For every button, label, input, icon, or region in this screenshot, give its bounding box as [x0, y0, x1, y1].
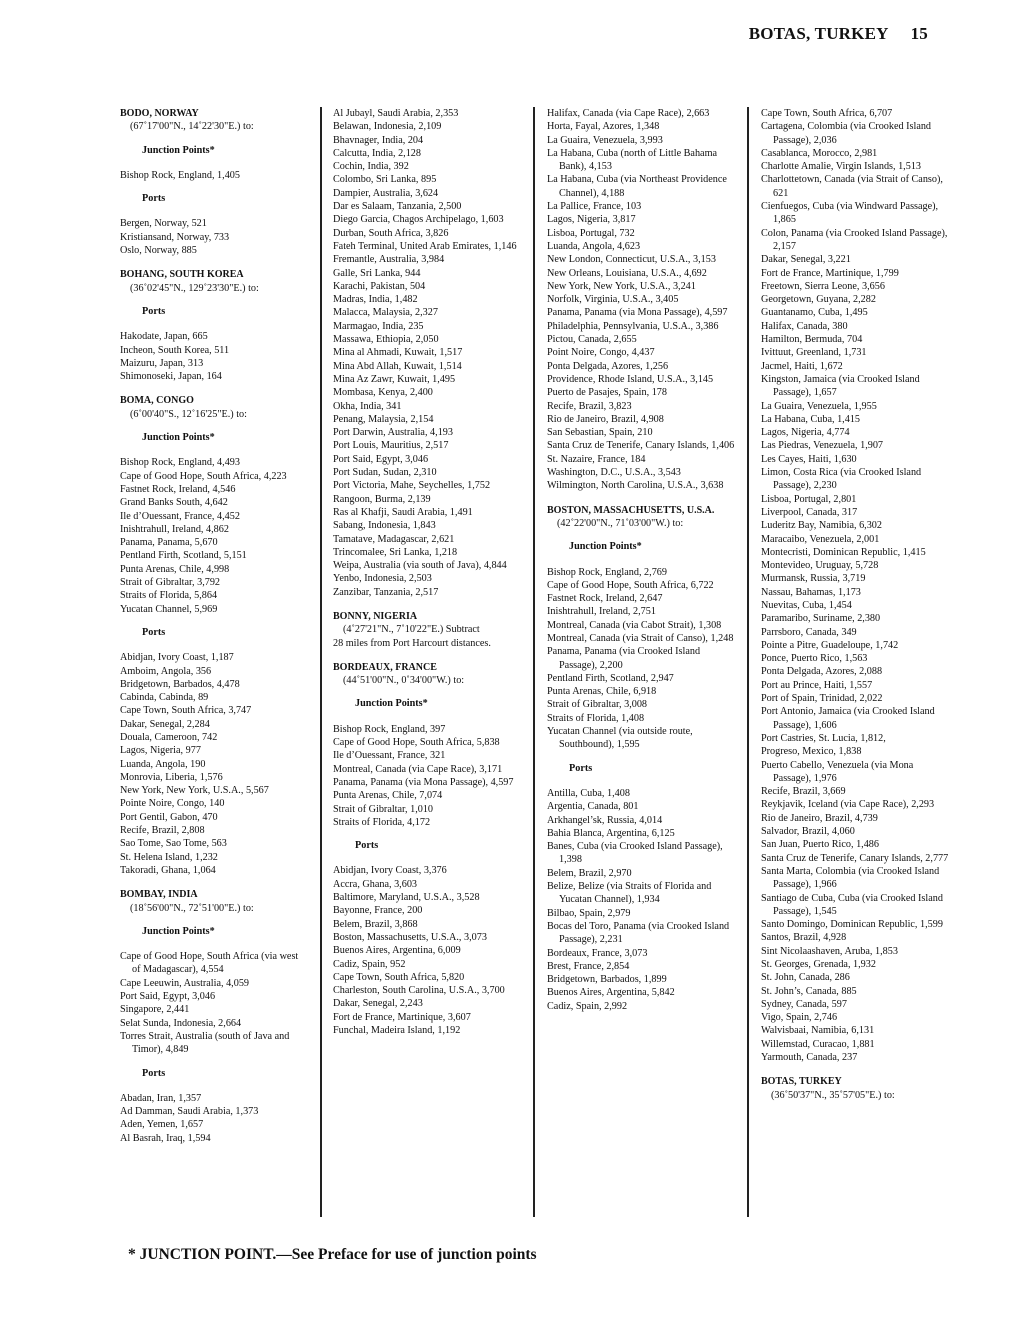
list-item: Al Jubayl, Saudi Arabia, 2,353	[333, 108, 459, 119]
list-item: San Sebastian, Spain, 210	[547, 427, 653, 439]
list-item: New London, Connecticut, U.S.A., 3,153	[547, 254, 716, 266]
list-item: Fort de France, Martinique, 3,607	[333, 1011, 471, 1023]
list-item: Belize, Belize (via Straits of Florida and Yucatan Channel), 1,934	[547, 881, 712, 906]
list-item: La Guaira, Venezuela, 3,993	[547, 134, 663, 146]
list-item: Zanzibar, Tanzania, 2,517	[333, 586, 439, 598]
list-item: Santo Domingo, Dominican Republic, 1,599	[761, 919, 943, 931]
spacer	[333, 650, 521, 661]
list-item: Yucatan Channel (via outside route, Southbound), 1,595	[547, 726, 693, 751]
list-item: Incheon, South Korea, 511	[120, 344, 230, 356]
list-item: Providence, Rhode Island, U.S.A., 3,145	[547, 373, 714, 385]
list-item: Sint Nicolaashaven, Aruba, 1,853	[761, 945, 898, 957]
list-item: Montecristi, Dominican Republic, 1,415	[761, 546, 926, 558]
list-item: Recife, Brazil, 3,669	[761, 786, 846, 798]
list-item: Fastnet Rock, Ireland, 2,647	[547, 593, 663, 605]
text-column-4	[761, 107, 949, 1102]
list-item: Yenbo, Indonesia, 2,503	[333, 573, 432, 585]
list-item: Dakar, Senegal, 3,221	[761, 254, 851, 266]
list-item: Panama, Panama, 5,670	[120, 537, 218, 549]
list-item: Ponta Delgada, Azores, 2,088	[761, 666, 883, 678]
list-item: Inishtrahull, Ireland, 4,862	[120, 523, 229, 535]
list-item: Ponce, Puerto Rico, 1,563	[761, 653, 868, 665]
list-item: St. John, Canada, 286	[761, 972, 850, 984]
list-item: Ras al Khafji, Saudi Arabia, 1,491	[333, 506, 473, 518]
list-item: Trincomalee, Sri Lanka, 1,218	[333, 546, 458, 558]
list-item: Karachi, Pakistan, 504	[333, 280, 426, 292]
list-item: Port au Prince, Haiti, 1,557	[761, 679, 873, 691]
list-item: St. Georges, Grenada, 1,932	[761, 959, 876, 970]
list-item: Las Piedras, Venezuela, 1,907	[761, 440, 884, 452]
list-item: Casablanca, Morocco, 2,981	[761, 147, 878, 159]
list-item: Cape of Good Hope, South Africa (via west of Madagascar), 4,554	[120, 951, 299, 976]
spacer	[761, 1064, 949, 1075]
list-item: Bishop Rock, England, 1,405	[120, 169, 240, 181]
list-item: Yarmouth, Canada, 237	[761, 1052, 858, 1064]
spacer	[120, 257, 308, 268]
column-divider	[320, 107, 322, 1217]
list-item: Puerto de Pasajes, Spain, 178	[547, 387, 667, 399]
subheading: Ports	[142, 1067, 166, 1079]
list-item: Dar es Salaam, Tanzania, 2,500	[333, 201, 462, 213]
list-item: Port Said, Egypt, 3,046	[333, 453, 429, 465]
place-heading: BOHANG, SOUTH KOREA	[120, 269, 244, 281]
list-item: Nuevitas, Cuba, 1,454	[761, 599, 852, 611]
list-item: Bishop Rock, England, 4,493	[120, 457, 240, 469]
list-item: Kristiansand, Norway, 733	[120, 231, 230, 243]
list-item: Massawa, Ethiopia, 2,050	[333, 334, 439, 346]
list-item: Madras, India, 1,482	[333, 294, 418, 306]
coordinates: (6˚00'40"S., 12˚16'25"E.) to:	[130, 408, 247, 420]
list-item: Strait of Gibraltar, 3,792	[120, 577, 221, 589]
list-item: Abidjan, Ivory Coast, 1,187	[120, 652, 234, 664]
list-item: Santiago de Cuba, Cuba (via Crooked Island Passage), 1,545	[761, 892, 943, 917]
list-item: Port Castries, St. Lucia, 1,812,	[761, 732, 886, 744]
list-item: Sabang, Indonesia, 1,843	[333, 520, 436, 532]
place-heading: BONNY, NIGERIA	[333, 610, 418, 622]
list-item: Panama, Panama (via Mona Passage), 4,597	[547, 307, 728, 319]
list-item: Cape Town, South Africa, 3,747	[120, 705, 252, 717]
list-item: Amboim, Angola, 356	[120, 665, 212, 677]
list-item: Antilla, Cuba, 1,408	[547, 787, 630, 799]
list-item: Cape of Good Hope, South Africa, 4,223	[120, 470, 287, 482]
list-item: St. Helena Island, 1,232	[120, 851, 218, 863]
list-item: Limon, Costa Rica (via Crooked Island Passage), 2,230	[761, 467, 922, 492]
text-column-1	[120, 107, 308, 1145]
list-item: Halifax, Canada, 380	[761, 320, 848, 332]
list-item: Fremantle, Australia, 3,984	[333, 254, 445, 266]
list-item: Sao Tome, Sao Tome, 563	[120, 838, 227, 850]
list-item: Mina Az Zawr, Kuwait, 1,495	[333, 373, 456, 385]
list-item: Banes, Cuba (via Crooked Island Passage), 1,398	[547, 841, 723, 866]
list-item: Kingston, Jamaica (via Crooked Island Passage), 1,657	[761, 373, 920, 399]
list-item: Philadelphia, Pennsylvania, U.S.A., 3,386	[547, 320, 719, 332]
list-item: Panama, Panama (via Mona Passage), 4,597	[333, 776, 514, 788]
list-item: Fateh Terminal, United Arab Emirates, 1,146	[333, 240, 517, 252]
list-item: Lisboa, Portugal, 732	[547, 227, 635, 239]
list-item: Oslo, Norway, 885	[120, 245, 197, 257]
list-item: Cabinda, Cabinda, 89	[120, 692, 209, 704]
list-item: Cape Town, South Africa, 5,820	[333, 971, 465, 983]
list-item: Salvador, Brazil, 4,060	[761, 826, 855, 838]
list-item: Colon, Panama (via Crooked Island Passage), 2,157	[761, 227, 948, 252]
list-item: Punta Arenas, Chile, 4,998	[120, 563, 230, 575]
subheading: Ports	[142, 305, 166, 317]
coordinates: (67˚17'00"N., 14˚22'30"E.) to:	[130, 121, 254, 133]
list-item: Argentia, Canada, 801	[547, 801, 639, 813]
running-header	[749, 24, 928, 44]
list-item: Lagos, Nigeria, 977	[120, 745, 201, 757]
list-item: Bocas del Toro, Panama (via Crooked Island Passage), 2,231	[547, 920, 730, 946]
spacer	[120, 877, 308, 888]
list-item: Shimonoseki, Japan, 164	[120, 371, 222, 383]
list-item: Luanda, Angola, 190	[120, 758, 206, 770]
subheading: Junction Points*	[142, 144, 215, 156]
list-item: Inishtrahull, Ireland, 2,751	[547, 606, 656, 618]
list-item: Cochin, India, 392	[333, 161, 409, 173]
list-item: Pentland Firth, Scotland, 5,151	[120, 550, 247, 562]
list-item: Cadiz, Spain, 952	[333, 958, 406, 970]
list-item: Okha, India, 341	[333, 400, 402, 412]
coordinates: (36˚02'45"N., 129˚23'30"E.) to:	[130, 282, 259, 294]
list-item: Nassau, Bahamas, 1,173	[761, 586, 861, 598]
list-item: Parrsboro, Canada, 349	[761, 626, 857, 638]
list-item: Grand Banks South, 4,642	[120, 497, 228, 509]
list-item: Paramaribo, Suriname, 2,380	[761, 613, 881, 625]
list-item: Monrovia, Liberia, 1,576	[120, 771, 223, 783]
list-item: Washington, D.C., U.S.A., 3,543	[547, 467, 681, 479]
list-item: St. John’s, Canada, 885	[761, 985, 857, 997]
list-item: Port Victoria, Mahe, Seychelles, 1,752	[333, 480, 491, 492]
list-item: Boston, Massachusetts, U.S.A., 3,073	[333, 931, 487, 943]
list-item: Santa Marta, Colombia (via Crooked Island Passage), 1,966	[761, 865, 940, 891]
list-item: Penang, Malaysia, 2,154	[333, 413, 434, 425]
header-title: BOTAS, TURKEY	[748, 24, 889, 43]
list-item: Cape Town, South Africa, 6,707	[761, 108, 893, 119]
list-item: Yucatan Channel, 5,969	[120, 603, 218, 615]
list-item: Bilbao, Spain, 2,979	[547, 907, 631, 919]
place-heading: BOSTON, MASSACHUSETTS, U.S.A.	[547, 504, 715, 516]
list-item: Buenos Aires, Argentina, 6,009	[333, 945, 461, 957]
list-item: Aden, Yemen, 1,657	[120, 1119, 204, 1131]
list-item: Walvisbaai, Namibia, 6,131	[761, 1025, 875, 1037]
list-item: Port Darwin, Australia, 4,193	[333, 427, 453, 439]
list-item: Malacca, Malaysia, 2,327	[333, 307, 438, 319]
list-item: Straits of Florida, 5,864	[120, 590, 218, 602]
subheading: Ports	[569, 762, 593, 774]
text-column-3	[547, 107, 735, 1013]
list-item: Al Basrah, Iraq, 1,594	[120, 1132, 211, 1144]
list-item: Dakar, Senegal, 2,284	[120, 718, 210, 730]
list-item: Vigo, Spain, 2,746	[761, 1012, 838, 1024]
column-divider	[747, 107, 749, 1217]
list-item: Galle, Sri Lanka, 944	[333, 267, 421, 279]
list-item: Progreso, Mexico, 1,838	[761, 746, 862, 758]
list-item: Buenos Aires, Argentina, 5,842	[547, 987, 675, 999]
list-item: Port Antonio, Jamaica (via Crooked Island Passage), 1,606	[761, 706, 935, 731]
list-item: Georgetown, Guyana, 2,282	[761, 294, 876, 306]
list-item: Puerto Cabello, Venezuela (via Mona Passage), 1,976	[761, 759, 914, 784]
list-item: Rangoon, Burma, 2,139	[333, 493, 431, 505]
list-item: Durban, South Africa, 3,826	[333, 227, 449, 239]
list-item: Guantanamo, Cuba, 1,495	[761, 307, 868, 319]
subheading: Junction Points*	[355, 698, 428, 710]
list-item: Lagos, Nigeria, 4,774	[761, 427, 850, 439]
list-item: New Orleans, Louisiana, U.S.A., 4,692	[547, 267, 707, 279]
list-item: Cartagena, Colombia (via Crooked Island Passage), 2,036	[761, 121, 932, 146]
list-item: Ile d’Ouessant, France, 321	[333, 750, 446, 762]
list-item: La Habana, Cuba (north of Little Bahama Bank), 4,153	[547, 147, 718, 173]
footer-note: * JUNCTION POINT.—See Preface for use of junction points	[128, 1246, 537, 1263]
list-item: Jacmel, Haiti, 1,672	[761, 360, 843, 372]
list-item: Calcutta, India, 2,128	[333, 147, 421, 159]
list-item: Belem, Brazil, 3,868	[333, 918, 418, 930]
list-item: Montreal, Canada (via Strait of Canso), 1,248	[547, 632, 734, 644]
list-item: Mina al Ahmadi, Kuwait, 1,517	[333, 347, 463, 359]
place-heading: BODO, NORWAY	[120, 108, 199, 119]
list-item: Fastnet Rock, Ireland, 4,546	[120, 483, 236, 495]
list-item: Rio de Janeiro, Brazil, 4,739	[761, 812, 878, 824]
coordinates: (18˚56'00"N., 72˚51'00"E.) to:	[130, 902, 254, 914]
list-item: Bayonne, France, 200	[333, 905, 423, 917]
coordinates: (42˚22'00"N., 71˚03'00"W.) to:	[557, 517, 684, 529]
list-item: Belem, Brazil, 2,970	[547, 867, 632, 879]
list-item: Pictou, Canada, 2,655	[547, 334, 637, 346]
page-number: 15	[910, 24, 928, 43]
list-item: Dampier, Australia, 3,624	[333, 187, 439, 199]
list-item: La Habana, Cuba (via Northeast Providence Channel), 4,188	[547, 174, 727, 199]
list-item: New York, New York, U.S.A., 3,241	[547, 280, 696, 292]
list-item: Strait of Gibraltar, 3,008	[547, 699, 648, 711]
list-item: Torres Strait, Australia (south of Java and Timor), 4,849	[120, 1030, 290, 1056]
list-item: Mombasa, Kenya, 2,400	[333, 387, 433, 399]
list-item: Belawan, Indonesia, 2,109	[333, 121, 442, 133]
list-item: Montevideo, Uruguay, 5,728	[761, 560, 879, 572]
list-item: La Guaira, Venezuela, 1,955	[761, 400, 877, 412]
list-item: Tamatave, Madagascar, 2,621	[333, 533, 455, 545]
list-item: Straits of Florida, 4,172	[333, 816, 431, 828]
subheading: Junction Points*	[142, 432, 215, 444]
list-item: Hamilton, Bermuda, 704	[761, 334, 863, 346]
list-item: Panama, Panama (via Crooked Island Passage), 2,200	[547, 646, 701, 671]
list-item: Point Noire, Congo, 4,437	[547, 347, 655, 359]
list-item: La Habana, Cuba, 1,415	[761, 413, 861, 425]
list-item: Bahia Blanca, Argentina, 6,125	[547, 827, 675, 839]
list-item: Cape of Good Hope, South Africa, 6,722	[547, 579, 714, 591]
list-item: Pentland Firth, Scotland, 2,947	[547, 672, 674, 684]
place-heading: BORDEAUX, FRANCE	[333, 661, 437, 673]
list-item: Murmansk, Russia, 3,719	[761, 573, 866, 585]
list-item: Willemstad, Curacao, 1,881	[761, 1038, 875, 1050]
list-item: Funchal, Madeira Island, 1,192	[333, 1025, 461, 1036]
list-item: Straits of Florida, 1,408	[547, 712, 645, 724]
place-heading: BOTAS, TURKEY	[761, 1076, 842, 1088]
coordinates: (36˚50'37"N., 35˚57'05"E.) to:	[771, 1089, 895, 1101]
spacer	[547, 493, 735, 504]
list-item: Selat Sunda, Indonesia, 2,664	[120, 1017, 242, 1029]
list-item: Punta Arenas, Chile, 6,918	[547, 686, 657, 698]
list-item: Reykjavik, Iceland (via Cape Race), 2,293	[761, 799, 935, 811]
list-item: Bishop Rock, England, 397	[333, 723, 446, 735]
list-item: New York, New York, U.S.A., 5,567	[120, 785, 269, 797]
list-item: Colombo, Sri Lanka, 895	[333, 174, 437, 186]
list-item: Fort de France, Martinique, 1,799	[761, 267, 899, 279]
list-item: Santos, Brazil, 4,928	[761, 932, 847, 944]
list-item: Ivittuut, Greenland, 1,731	[761, 347, 867, 359]
list-item: Punta Arenas, Chile, 7,074	[333, 790, 443, 802]
list-item: Lagos, Nigeria, 3,817	[547, 214, 636, 226]
column-divider	[533, 107, 535, 1217]
list-item: Charlottetown, Canada (via Strait of Canso), 621	[761, 174, 943, 199]
list-item: La Pallice, France, 103	[547, 201, 642, 213]
list-item: Luderitz Bay, Namibia, 6,302	[761, 520, 882, 532]
subheading: Junction Points*	[569, 541, 642, 553]
list-item: Pointe Noire, Congo, 140	[120, 798, 225, 810]
list-item: Hakodate, Japan, 665	[120, 331, 208, 343]
list-item: Horta, Fayal, Azores, 1,348	[547, 121, 660, 133]
list-item: Lisboa, Portugal, 2,801	[761, 493, 857, 505]
subheading: Junction Points*	[142, 925, 215, 937]
list-item: St. Nazaire, France, 184	[547, 453, 646, 465]
list-item: Rio de Janeiro, Brazil, 4,908	[547, 413, 664, 425]
subheading: Ports	[142, 626, 166, 638]
list-item: Strait of Gibraltar, 1,010	[333, 803, 434, 815]
list-item: Montreal, Canada (via Cape Race), 3,171	[333, 763, 503, 775]
list-item: Sydney, Canada, 597	[761, 998, 847, 1010]
list-item: Singapore, 2,441	[120, 1004, 190, 1016]
list-item: Port Sudan, Sudan, 2,310	[333, 467, 437, 479]
list-item: Maizuru, Japan, 313	[120, 357, 204, 369]
list-item: Bridgetown, Barbados, 4,478	[120, 678, 240, 690]
list-item: Cadiz, Spain, 2,992	[547, 1000, 628, 1012]
list-item: Bordeaux, France, 3,073	[547, 947, 648, 959]
subheading: Ports	[355, 840, 379, 852]
list-item: Marmagao, India, 235	[333, 320, 424, 332]
list-item: Diego Garcia, Chagos Archipelago, 1,603	[333, 214, 504, 226]
list-item: Luanda, Angola, 4,623	[547, 240, 641, 252]
list-item: Ad Damman, Saudi Arabia, 1,373	[120, 1106, 259, 1118]
coordinates: (4˚27'21"N., 7˚10'22"E.) Subtract	[343, 624, 480, 636]
list-item: Abadan, Iran, 1,357	[120, 1092, 202, 1104]
coordinates: (44˚51'00"N., 0˚34'00"W.) to:	[343, 675, 465, 687]
list-item: Charlotte Amalie, Virgin Islands, 1,513	[761, 161, 922, 173]
list-item: Weipa, Australia (via south of Java), 4,844	[333, 560, 507, 572]
list-item: Cape of Good Hope, South Africa, 5,838	[333, 737, 500, 749]
list-item: Les Cayes, Haiti, 1,630	[761, 453, 857, 465]
list-item: Ponta Delgada, Azores, 1,256	[547, 360, 669, 372]
text-column-2	[333, 107, 521, 1037]
list-item: Ile d’Ouessant, France, 4,452	[120, 510, 240, 522]
spacer	[333, 599, 521, 610]
list-item: Norfolk, Virginia, U.S.A., 3,405	[547, 294, 679, 306]
list-item: Maracaibo, Venezuela, 2,001	[761, 533, 880, 545]
list-item: Arkhangel’sk, Russia, 4,014	[547, 814, 663, 826]
list-item: Recife, Brazil, 3,823	[547, 400, 632, 412]
list-item: Cienfuegos, Cuba (via Windward Passage), 1,865	[761, 201, 939, 226]
list-item: Mina Abd Allah, Kuwait, 1,514	[333, 360, 462, 372]
list-item: Port Louis, Mauritius, 2,517	[333, 440, 449, 452]
list-item: Charleston, South Carolina, U.S.A., 3,700	[333, 985, 505, 997]
list-item: Bishop Rock, England, 2,769	[547, 566, 667, 578]
list-item: Wilmington, North Carolina, U.S.A., 3,638	[547, 480, 724, 492]
list-item: Recife, Brazil, 2,808	[120, 825, 205, 837]
list-item: Abidjan, Ivory Coast, 3,376	[333, 865, 447, 877]
place-heading: BOMBAY, INDIA	[120, 889, 198, 901]
spacer	[120, 383, 308, 394]
list-item: Santa Cruz de Tenerife, Canary Islands, 2,777	[761, 852, 949, 864]
list-item: San Juan, Puerto Rico, 1,486	[761, 839, 879, 851]
list-item: Pointe a Pitre, Guadeloupe, 1,742	[761, 639, 899, 651]
list-item: Liverpool, Canada, 317	[761, 506, 858, 518]
list-item: Montreal, Canada (via Cabot Strait), 1,308	[547, 619, 722, 631]
list-item: Bhavnager, India, 204	[333, 134, 424, 146]
note-text: 28 miles from Port Harcourt distances.	[333, 637, 491, 649]
place-heading: BOMA, CONGO	[120, 395, 194, 407]
list-item: Freetown, Sierra Leone, 3,656	[761, 280, 885, 292]
list-item: Bridgetown, Barbados, 1,899	[547, 974, 667, 986]
list-item: Dakar, Senegal, 2,243	[333, 998, 423, 1010]
list-item: Douala, Cameroon, 742	[120, 731, 218, 743]
list-item: Brest, France, 2,854	[547, 960, 630, 972]
list-item: Halifax, Canada (via Cape Race), 2,663	[547, 108, 710, 119]
list-item: Takoradi, Ghana, 1,064	[120, 864, 216, 876]
subheading: Ports	[142, 193, 166, 205]
list-item: Port of Spain, Trinidad, 2,022	[761, 693, 883, 705]
list-item: Bergen, Norway, 521	[120, 218, 207, 230]
list-item: Port Said, Egypt, 3,046	[120, 991, 216, 1003]
list-item: Cape Leeuwin, Australia, 4,059	[120, 977, 250, 989]
list-item: Baltimore, Maryland, U.S.A., 3,528	[333, 892, 480, 904]
list-item: Santa Cruz de Tenerife, Canary Islands, 1,406	[547, 440, 735, 452]
list-item: Port Gentil, Gabon, 470	[120, 811, 218, 823]
list-item: Accra, Ghana, 3,603	[333, 878, 418, 890]
